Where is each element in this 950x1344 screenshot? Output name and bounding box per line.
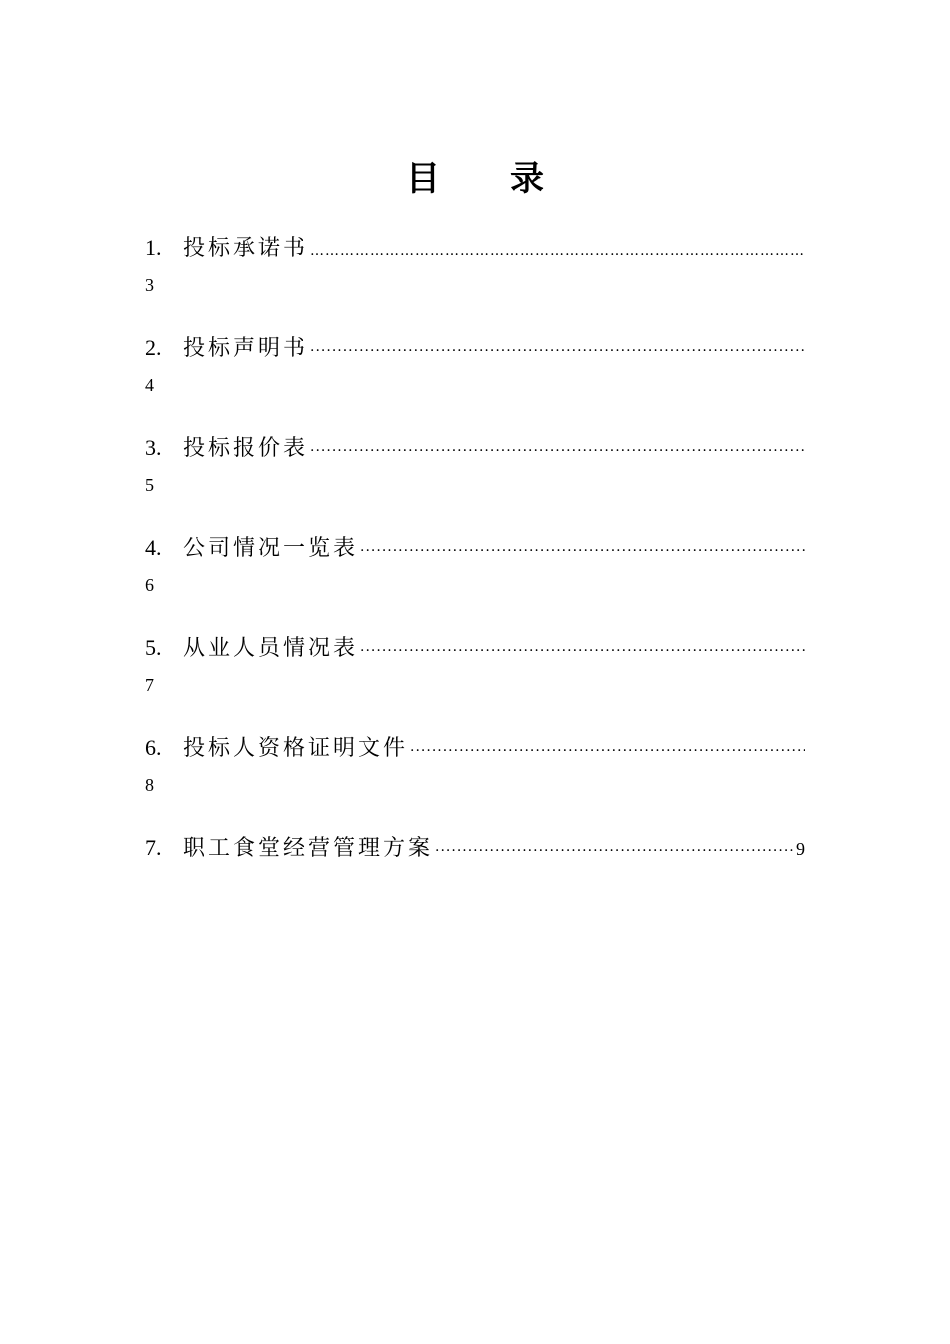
toc-entry-6[interactable] xyxy=(145,726,805,826)
toc-entry-7[interactable] xyxy=(145,826,805,926)
toc-entry-number: 3. xyxy=(145,435,162,460)
toc-entry-title[interactable]: 投标报价表 xyxy=(183,436,309,461)
toc-entry-1[interactable] xyxy=(145,226,805,326)
toc-entry-number: 2. xyxy=(145,335,162,360)
toc-entry-page: 8 xyxy=(145,775,154,795)
toc-dot-leader xyxy=(360,629,805,673)
table-of-contents xyxy=(145,226,805,926)
toc-entry-title[interactable]: 投标承诺书 xyxy=(183,236,309,261)
toc-dot-leader xyxy=(435,829,794,873)
toc-entry-title[interactable]: 职工食堂经营管理方案 xyxy=(183,836,434,861)
toc-entry-4[interactable] xyxy=(145,526,805,626)
toc-entry-number: 6. xyxy=(145,735,162,760)
toc-entry-2[interactable] xyxy=(145,326,805,426)
toc-entry-3[interactable] xyxy=(145,426,805,526)
toc-entry-title[interactable]: 投标人资格证明文件 xyxy=(183,736,409,761)
toc-dot-leader xyxy=(310,429,805,473)
toc-entry-page: 6 xyxy=(145,575,154,595)
toc-entry-title[interactable]: 公司情况一览表 xyxy=(183,536,359,561)
title-char-1: 目 xyxy=(406,158,440,199)
toc-dot-leader xyxy=(410,729,805,773)
toc-dot-leader xyxy=(310,229,805,273)
title-char-2: 录 xyxy=(510,158,544,199)
toc-entry-page: 7 xyxy=(145,675,154,695)
toc-entry-number: 1. xyxy=(145,235,162,260)
toc-entry-number: 5. xyxy=(145,635,162,660)
toc-dot-leader xyxy=(310,329,805,373)
toc-entry-title[interactable]: 投标声明书 xyxy=(183,336,309,361)
toc-entry-title[interactable]: 从业人员情况表 xyxy=(183,636,359,661)
toc-dot-leader xyxy=(360,529,805,573)
toc-entry-number: 7. xyxy=(145,835,162,860)
toc-entry-page: 5 xyxy=(145,475,154,495)
toc-entry-number: 4. xyxy=(145,535,162,560)
page-title xyxy=(0,150,950,200)
toc-entry-page: 4 xyxy=(145,375,154,395)
toc-entry-5[interactable] xyxy=(145,626,805,726)
toc-entry-page: 3 xyxy=(145,275,154,295)
toc-entry-page: 9 xyxy=(796,839,805,859)
